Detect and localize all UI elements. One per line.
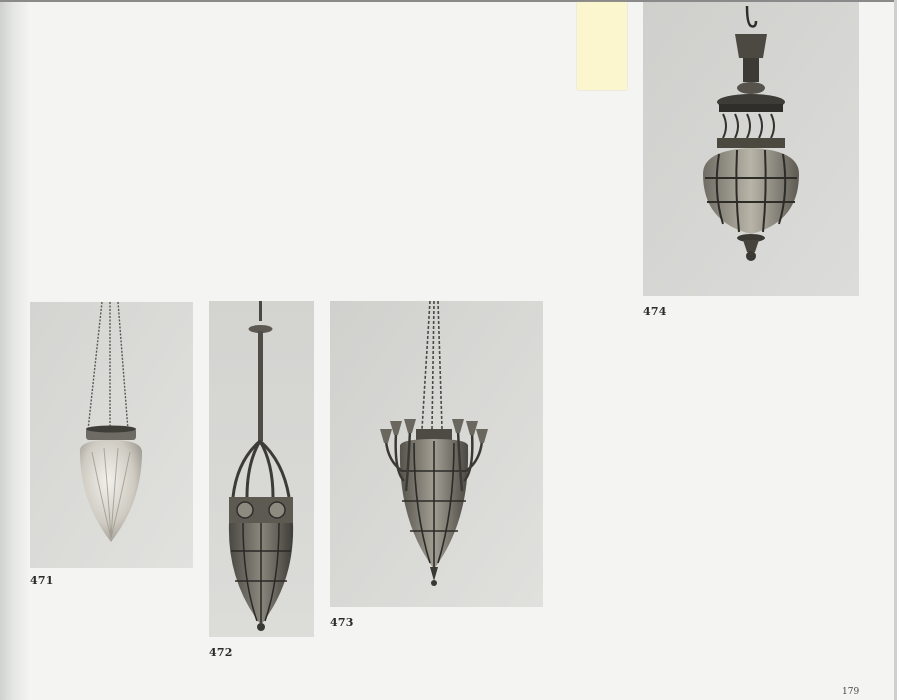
plate-number-473: 473 (330, 616, 354, 629)
binding-shadow (0, 0, 30, 700)
photo-plate-474 (643, 2, 859, 296)
photo-plate-472 (209, 301, 314, 637)
hanging-leaded-lantern-icon (209, 301, 314, 637)
tape-strip (577, 2, 627, 90)
photo-plate-471 (30, 302, 193, 568)
plate-number-472: 472 (209, 646, 233, 659)
plate-number-471: 471 (30, 574, 54, 587)
hanging-globe-lantern-icon (643, 2, 859, 296)
page-number: 179 (842, 687, 860, 697)
hanging-teardrop-shade-icon (30, 302, 193, 568)
photo-plate-473 (330, 301, 543, 607)
hanging-lantern-with-candle-arms-icon (330, 301, 543, 607)
plate-number-474: 474 (643, 305, 667, 318)
